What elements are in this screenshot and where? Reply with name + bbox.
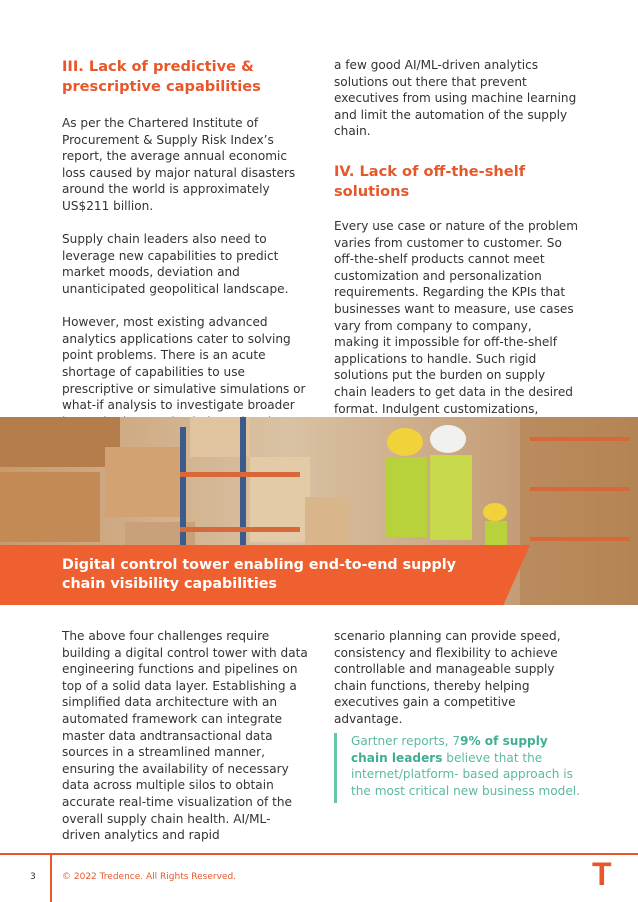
footer-divider [50, 855, 52, 902]
body-right-column [334, 628, 580, 744]
paragraph: scenario planning can provide speed, consistency and flexibility to achieve controllable and manageable supply chain functions, thereby helping executives gain a competitive advantage. [334, 629, 561, 726]
body-left-column [62, 628, 308, 860]
footer-rule [0, 853, 638, 855]
paragraph: The above four challenges require building a digital control tower with data engineering functions and pipelines on top of a solid data layer. Establishing a simplified data architecture with an automated framework can integrate master data andtransactional data sources in a streamlined manner, ensuring the availability of necessary data across multiple silos to obtain accurate real-time visualization of the overall supply chain health. AI/ML-driven analytics and rapid [62, 629, 308, 843]
pull-quote [334, 733, 584, 803]
quote-text: Gartner reports, 7 [351, 734, 461, 748]
paragraph: Supply chain leaders also need to leverage new capabilities to predict market moods, deviation and unanticipated geopolitical landscape. [62, 232, 289, 296]
tredence-logo-icon: T [592, 856, 612, 892]
paragraph: a few good AI/ML-driven analytics solutions out there that prevent executives from using machine learning and limit the automation of the supply chain. [334, 58, 577, 139]
paragraph: As per the Chartered Institute of Procurement & Supply Risk Index’s report, the average annual economic loss caused by major natural disasters around the world is approximately US$211 billion. [62, 116, 296, 213]
copyright-text: © 2022 Tredence. All Rights Reserved. [62, 872, 237, 882]
section-4-heading: IV. Lack of off-the-shelf solutions [334, 162, 526, 200]
page-number: 3 [30, 872, 36, 882]
section-3-4-column [334, 57, 580, 467]
paragraph: However, most existing advanced analytics applications cater to solving point problems. There is an acute shortage of capabilities to use prescriptive or simulative simulations or what-if analysis to investigate broader [62, 315, 306, 413]
quote-text: believe that the internet/platform- based approach is the most critical new business model. [351, 750, 581, 798]
section-3-heading: III. Lack of predictive & prescriptive capabilities [62, 58, 261, 95]
quote-highlight: 9% of supply chain leaders [351, 734, 548, 765]
banner-title: Digital control tower enabling end-to-end supply chain visibility capabilities [62, 557, 456, 592]
paragraph: Every use case or nature of the problem varies from customer to customer. So off-the-shelf products cannot meet customization and personalization requirements. Regarding the KPIs that businesses want to measure, use cases vary from company to company, making it impossible for off-the-shelf applications to handle. Such rigid solutions put the burden on supply chain leaders to get data in the desired format. Indulgent customizations, [334, 218, 579, 416]
